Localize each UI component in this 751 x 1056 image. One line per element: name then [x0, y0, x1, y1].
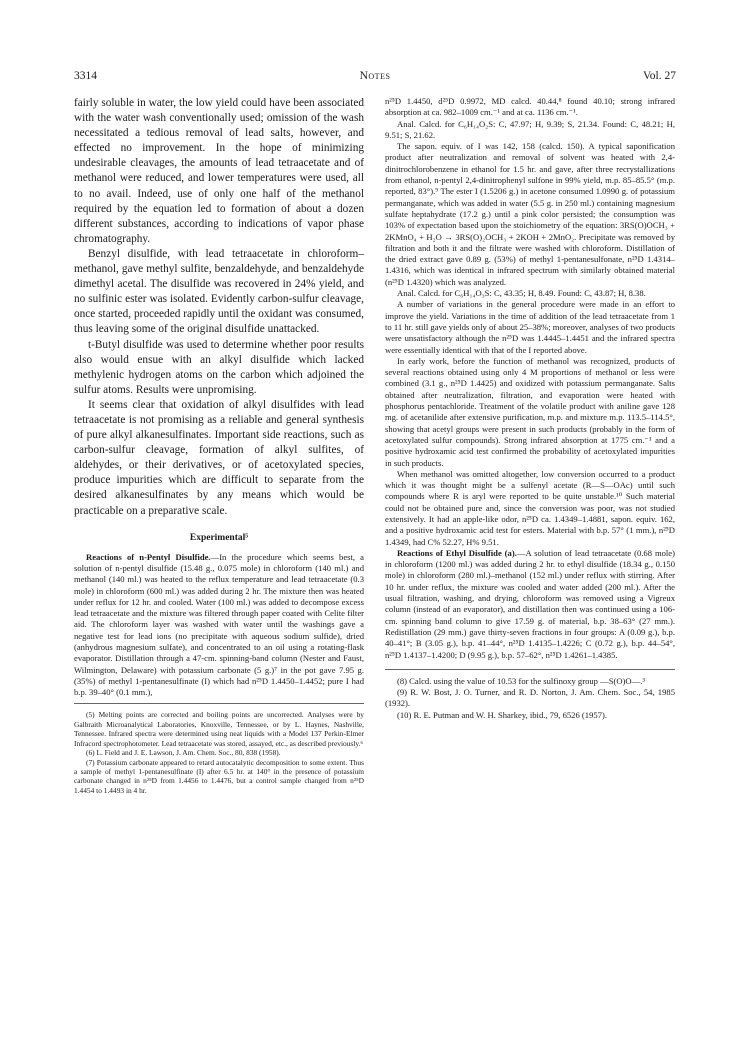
- footnote: (7) Potassium carbonate appeared to retard autocatalytic decomposition to some extent. Thus a sample of methyl 1-pentanesulfinate (I) after 6.5 hr. at 140° in the presence of potassium carbonate changed in n²⁵D from 1.4456 to 1.4476, but a control sample changed from n²⁵D 1.4454 to 1.4493 in 4 hr.: [74, 757, 364, 795]
- footnotes: [385, 669, 675, 721]
- paragraph: Anal. Calcd. for C₆H₁₄O₂S: C, 47.97; H, 9.39; S, 21.34. Found: C, 48.21; H, 9.51; S, 21.62.: [385, 118, 675, 140]
- paragraph: A number of variations in the general procedure were made in an effort to improve the yield. Variations in the time of addition of the lead tetraacetate from 1 to 11 hr. still gave yields only of about 25–38%; moreover, analyses of two products were unsatisfactory although the n²⁵D was 1.4445–1.4451 and the infrared spectra were essentially identical with that of the I reported above.: [385, 299, 675, 355]
- footnote: (5) Melting points are corrected and boiling points are uncorrected. Analyses were by Galbraith Microanalytical Laboratories, Knoxville, Tennessee, or by L. Haynes, Nashville, Tennessee. Infrared spectra were determined using neat liquids with a Model 137 Perkin-Elmer Infracord spectrophotometer. Lead tetraacetate was stored, assayed, etc., as described previously.⁶: [74, 710, 364, 748]
- experimental-text: [74, 552, 364, 699]
- right-column: [385, 96, 675, 721]
- paragraph: [385, 548, 675, 661]
- run-in-heading: Reactions of n-Pentyl Disulfide.: [86, 551, 211, 562]
- paragraph: Anal. Calcd. for C₆H₁₄O₃S: C, 43.35; H, 8.49. Found: C, 43.87; H, 8.38.: [397, 288, 646, 299]
- paragraph: The sapon. equiv. of I was 142, 158 (calcd. 150). A typical saponification product after neutralization and removal of solvent was heated with 2,4-dinitrochlorobenzene in ethanol for 1.5 hr. and gave, after three recrystallizations from ethanol, n-pentyl 2,4-dinitrophenyl sulfone in 99% yield, m.p. 85–85.5° (m.p. reported, 83°).⁹ The ester I (1.5206 g.) in acetone consumed 1.0990 g. of potassium permanganate, which was added in water (5.5 g. in 250 ml.) containing magnesium sulfate heptahydrate (17.2 g.) until a pink color persisted; the consumption was 103% of expectation based upon the stoichiometry of the equation: 3RS(O)OCH₃ + 2KMnO₄ + H₂O → 3RS(O)₂OCH₃ + 2KOH + 2MnO₂. Precipitate was removed by filtration and both it and the filtrate were washed with chloroform. Distillation of the dried extract gave 0.89 g. (53%) of methyl 1-pentanesulfonate, n²⁵D 1.4314–1.4316, which was identical in infrared spectrum with similarly obtained material (n²⁵D 1.4320) which was analyzed.: [385, 141, 675, 287]
- footnotes: [74, 703, 364, 795]
- run-in-heading: Reactions of Ethyl Disulfide (a).: [397, 547, 517, 558]
- volume-number: Vol. 27: [642, 70, 676, 82]
- paragraph: [74, 552, 364, 699]
- paragraph: Benzyl disulfide, with lead tetraacetate in chloroform–methanol, gave methyl sulfite, benzaldehyde, and benzaldehyde dimethyl acetal. The disulfide was recovered in 24% yield, and no sulfinic ester was isolated. Evidently carbon-sulfur cleavage, once started, proceeded rapidly until the oxidant was consumed, thus leaving some of the original disulfide unattacked.: [74, 247, 364, 336]
- left-column: [74, 96, 364, 795]
- paragraph: In early work, before the function of methanol was recognized, products of several reactions obtained using only 4 M proportions of methanol or less were combined (3.1 g., n²⁵D 1.4425) and oxidized with potassium permanganate. Salts obtained after neutralization, filtration, and evaporation were heated with phosphorus pentachloride. Treatment of the volatile product with aniline gave 128 mg. of acetanilide after extensive purification, m.p. and mixture m.p. 113.5–114.5°, showing that acetyl groups were present in such products (probably in the form of acetoxylated sulfur compounds). Strong infrared absorption at 1775 cm.⁻¹ and a positive hydroxamic acid test confirmed the probability of acetoxylated impurities in such products.: [385, 355, 675, 468]
- experimental-heading: Experimental⁵: [189, 532, 249, 543]
- paragraph: n²⁵D 1.4450, d²⁵D 0.9972, MD calcd. 40.44,⁸ found 40.10; strong infrared absorption at ca. 982–1009 cm.⁻¹ and at ca. 1136 cm.⁻¹.: [385, 96, 675, 118]
- discussion-text: [74, 96, 364, 519]
- paragraph: It seems clear that oxidation of alkyl disulfides with lead tetraacetate is not promising as a reliable and general synthesis of pure alkyl alkanesulfinates. Important side reactions, such as carbon-sulfur cleavage, formation of alkyl sulfites, of aldehydes, or their derivatives, or of acetoxylated species, produce impurities which are difficult to separate from the desired alkanesulfinates by any means which would be practicable on a preparative scale.: [74, 398, 364, 517]
- footnote: (9) R. W. Bost, J. O. Turner, and R. D. Norton, J. Am. Chem. Soc., 54, 1985 (1932).: [385, 687, 675, 709]
- page-number: 3314: [74, 70, 97, 82]
- footnote: (8) Calcd. using the value of 10.53 for the sulfinoxy group —S(O)O—.³: [397, 675, 645, 686]
- running-header: [74, 70, 676, 86]
- paragraph: fairly soluble in water, the low yield could have been associated with the water wash conventionally used; omission of the wash necessitated a tedious removal of lead salts, however, and effected no improvement. In the hope of minimizing undesirable cleavages, the amounts of lead tetraacetate and of methanol were reduced, and lower temperatures were used, all to no avail. Indeed, use of only one half of the methanol required by the equation led to formation of about a dozen different substances, according to indications of vapor phase chromatography.: [74, 97, 364, 245]
- paragraph: When methanol was omitted altogether, low conversion occurred to a product which it was thought might be a sulfenyl acetate (R—S—OAc) until such compounds where R is aryl were reported to be quite unstable.¹⁰ Such material could not be obtained pure and, since the conversion was poor, was not studied extensively. It had an apple-like odor, n²⁵D ca. 1.4349–1.4881, sapon. equiv. 162, and a positive hydroxamic acid test for esters. Material with b.p. 57° (1 mm.), n²⁵D 1.4349, had C% 52.27, H% 9.51.: [385, 468, 675, 547]
- footnote: (10) R. E. Putman and W. H. Sharkey, ibid., 79, 6526 (1957).: [397, 709, 607, 720]
- paragraph-body: —A solution of lead tetraacetate (0.68 mole) in chloroform (1200 ml.) was added during 2 hr. to ethyl disulfide (18.34 g., 0.150 mole) in chloroform (280 ml.)–methanol (152 ml.) under reflux with stirring. After 10 hr. under reflux, the mixture was cooled and water added (200 ml.). After the usual filtration, washing, and drying, chloroform was removed using a Vigreux column (instead of an evaporator), and distillation then was continued using a 106-cm. spinning band column to give 17.59 g. of material, b.p. 38–63° (27 mm.). Redistillation (29 mm.) gave thirty-seven fractions in four groups: A (0.09 g.), b.p. 40–41°; B (3.05 g.), b.p. 41–44°, n²⁵D 1.4135–1.4226; C (0.72 g.), b.p. 44–54°, n²⁵D 1.4137–1.4200; D (9.95 g.), b.p. 57–62°, n²⁵D 1.4261–1.4385.: [385, 547, 675, 660]
- paragraph-body: —In the procedure which seems best, a solution of n-pentyl disulfide (15.48 g., 0.075 mole) in chloroform (140 ml.) and methanol (140 ml.) was heated to the reflux temperature and lead tetraacetate (0.3 mole) in chloroform (600 ml.) was added during 2 hr. The mixture then was heated under reflux for 12 hr. and cooled. Water (100 ml.) was added to decompose excess lead tetraacetate and the mixture was filtered through paper coated with Celite filter aid. The chloroform layer was washed with water until the washings gave a negative test for lead ions (no precipitate with aqueous sodium sulfide), dried (anhydrous magnesium sulfate), and concentrated to an oil using a rotating-flask evaporator. Distillation through a 47-cm. spinning-band column (Nester and Faust, Wilmington, Delaware) with potassium carbonate (5 g.)⁷ in the pot gave 7.95 g. (35%) of methyl 1-pentanesulfinate (I) which had n²⁵D 1.4450–1.4452; pure I had b.p. 39–40° (0.1 mm.),: [74, 551, 364, 698]
- paragraph: t-Butyl disulfide was used to determine whether poor results also would ensue with an alkyl disulfide which lacked methylenic hydrogen atoms on the carbon which adjoined the sulfur atoms. Results were unpromising.: [74, 338, 364, 396]
- section-title: Notes: [359, 70, 391, 82]
- footnote: (6) L. Field and J. E. Lawson, J. Am. Chem. Soc., 80, 838 (1958).: [86, 748, 281, 758]
